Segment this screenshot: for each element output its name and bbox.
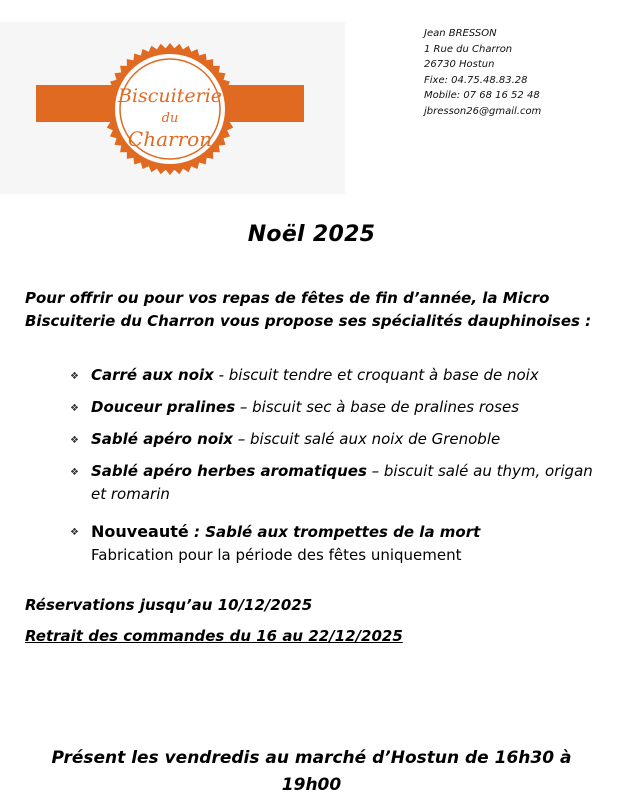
- diamond-bullet-icon: ❖: [70, 527, 79, 538]
- contact-block: [424, 26, 541, 119]
- contact-mobile: Mobile: 07 68 16 52 48: [424, 90, 540, 101]
- reservation-deadline: Réservations jusqu’au 10/12/2025: [25, 596, 313, 614]
- new-product-note: Fabrication pour la période des fêtes uniquement: [91, 546, 462, 564]
- product-name: Sablé apéro herbes aromatiques: [91, 462, 367, 480]
- intro-text: Pour offrir ou pour vos repas de fêtes de fin d’année, la Micro Biscuiterie du Charron vous propose ses spécialités dauphinoises :: [25, 289, 592, 330]
- biscuiterie-logo-badge: [0, 22, 345, 194]
- contact-city: 26730 Hostun: [424, 59, 495, 70]
- product-name: Douceur pralines: [91, 398, 236, 416]
- product-list: [70, 364, 610, 576]
- contact-email: jbresson26@gmail.com: [424, 105, 542, 117]
- diamond-bullet-icon: ❖: [70, 371, 79, 382]
- pickup-dates: Retrait des commandes du 16 au 22/12/2025: [25, 627, 403, 645]
- logo: [0, 22, 345, 194]
- logo-line2: du: [161, 111, 179, 126]
- page-title: Noël 2025: [247, 222, 376, 247]
- list-item: [70, 428, 610, 451]
- diamond-bullet-icon: ❖: [70, 435, 79, 446]
- logo-line3: Charron: [127, 127, 213, 151]
- contact-phone: Fixe: 04.75.48.83.28: [424, 74, 528, 86]
- new-product-item: [70, 520, 610, 567]
- product-name: Sablé apéro noix: [91, 430, 233, 448]
- contact-address: 1 Rue du Charron: [424, 43, 513, 55]
- new-product-label: Nouveauté: [91, 522, 189, 541]
- logo-line1: Biscuiterie: [117, 85, 223, 107]
- new-product-separator: :: [188, 523, 206, 541]
- product-description: – biscuit sec à base de pralines roses: [235, 398, 520, 416]
- list-item: [70, 460, 610, 506]
- list-item: [70, 364, 610, 387]
- diamond-bullet-icon: ❖: [70, 403, 79, 414]
- list-item: [70, 396, 610, 419]
- diamond-bullet-icon: ❖: [70, 467, 79, 478]
- product-description: - biscuit tendre et croquant à base de noix: [213, 366, 539, 384]
- contact-name: Jean BRESSON: [424, 28, 497, 39]
- product-description: – biscuit salé aux noix de Grenoble: [232, 430, 501, 448]
- product-name: Carré aux noix: [91, 366, 214, 384]
- market-info: Présent les vendredis au marché d’Hostun de 16h30 à 19h00: [51, 748, 572, 795]
- new-product-name: Sablé aux trompettes de la mort: [205, 523, 481, 541]
- product-description: – biscuit salé au thym, origan et romarin: [91, 462, 593, 503]
